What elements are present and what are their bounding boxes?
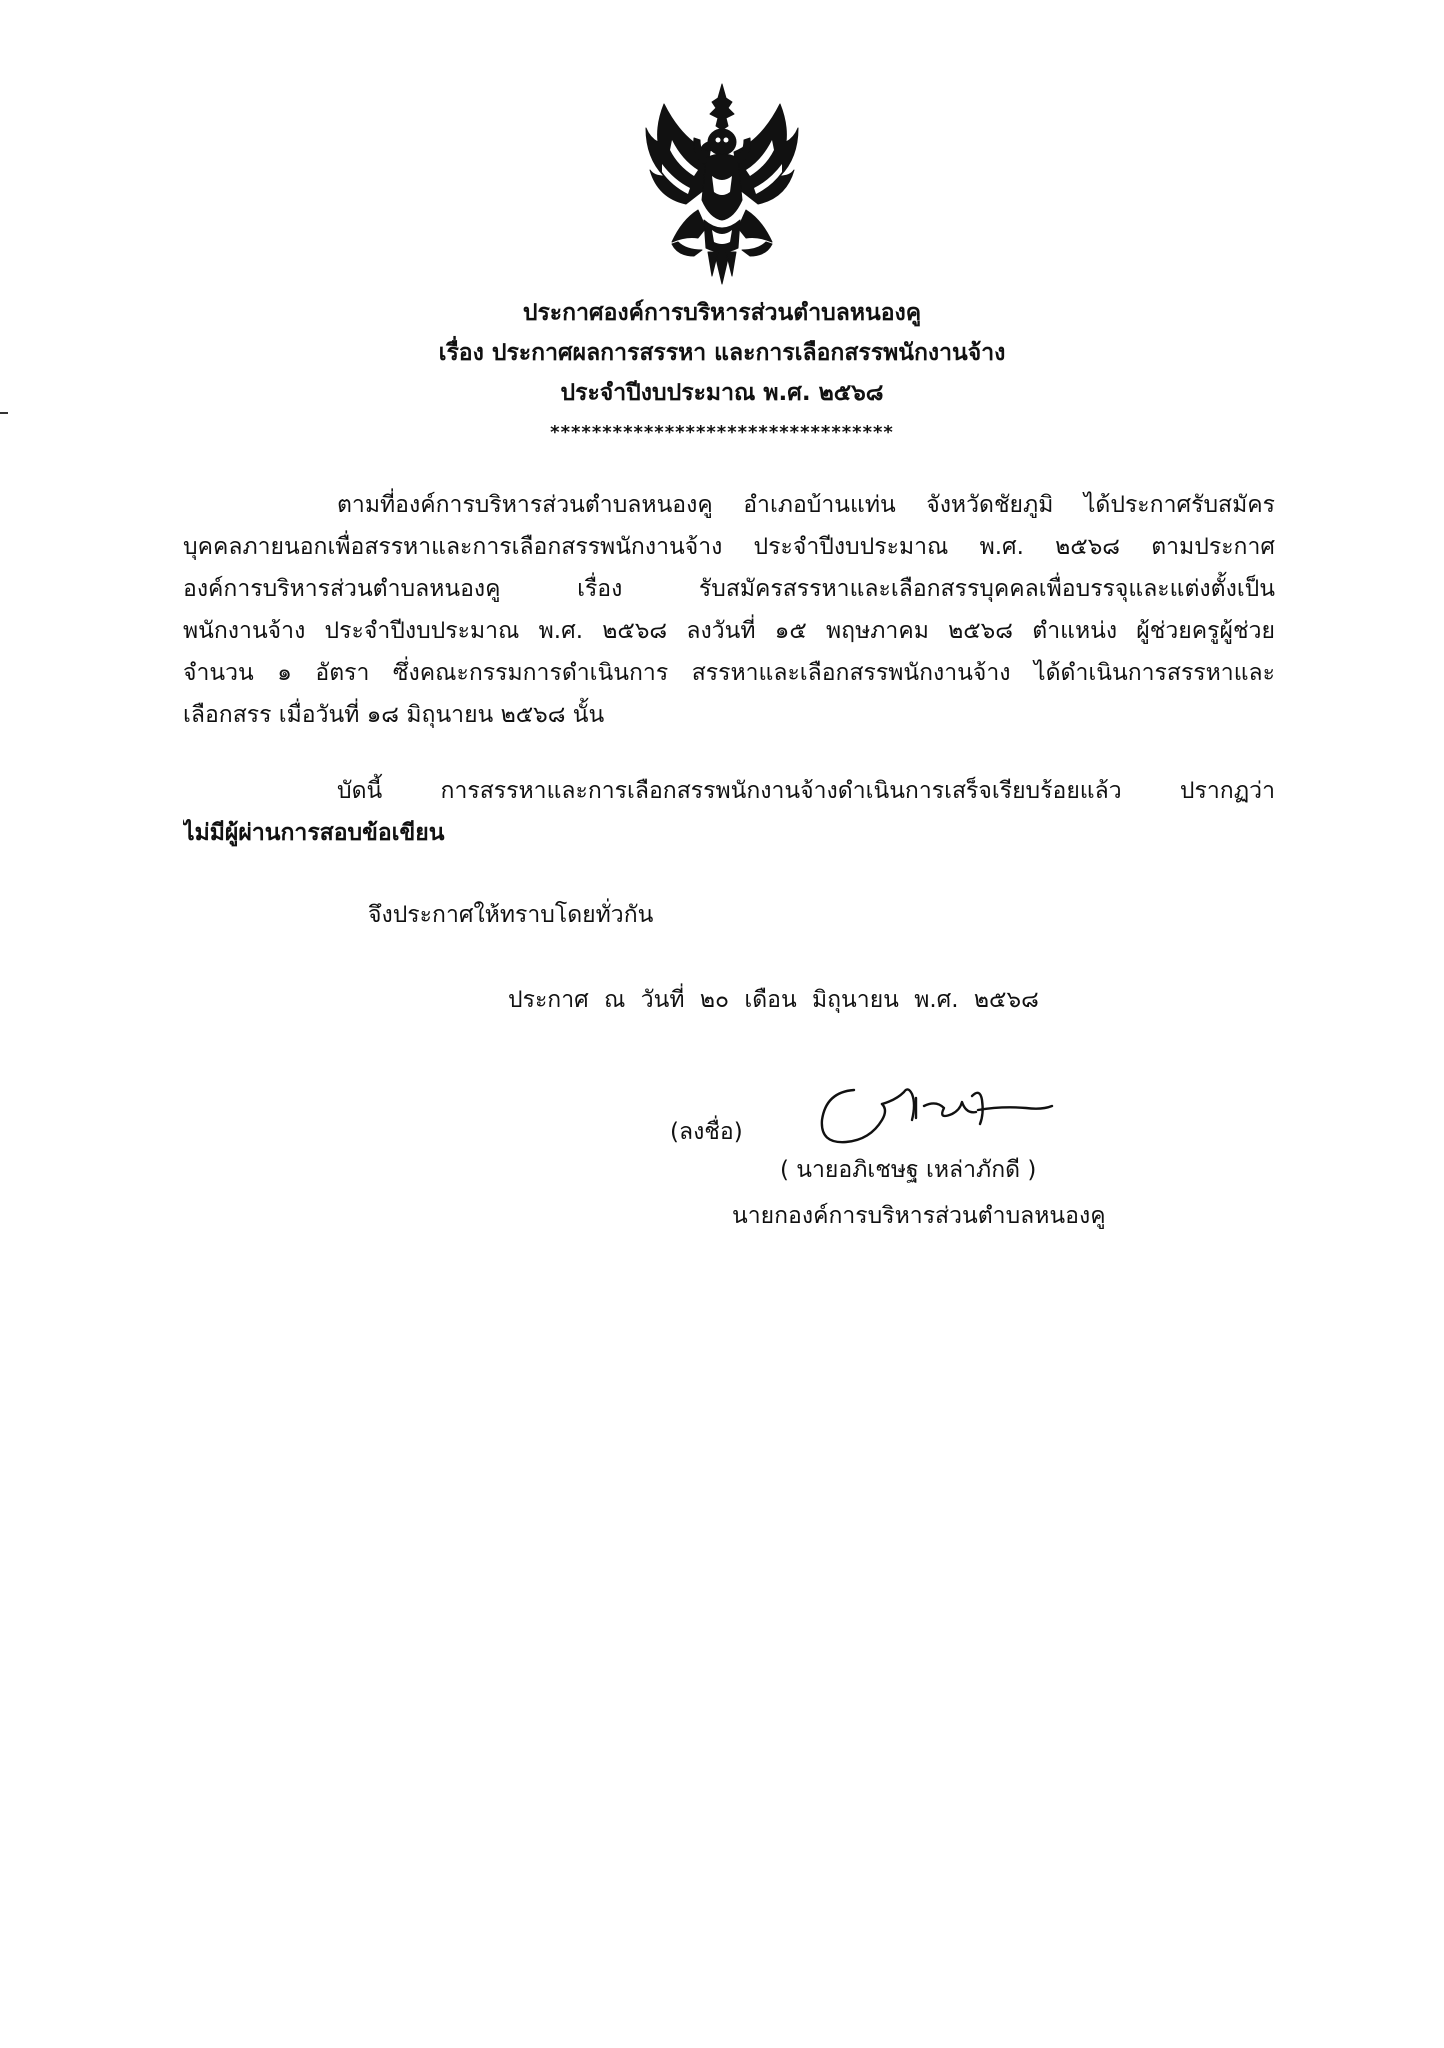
signature-prefix: (ลงชื่อ): [670, 1119, 743, 1145]
garuda-emblem-icon: [642, 80, 802, 285]
scan-edge-mark: [0, 412, 8, 414]
signer-name: ( นายอภิเชษฐ เหล่าภักดี ): [780, 1157, 1037, 1183]
announcement-title: ประกาศองค์การบริหารส่วนตำบลหนองคู: [522, 300, 922, 326]
paragraph-2: [183, 770, 1275, 854]
paragraph-1-line-2: บุคคลภายนอกเพื่อสรรหาและการเลือกสรรพนักงานจ้าง ประจำปีงบประมาณ พ.ศ. ๒๕๖๘ ตามประกาศ: [183, 534, 1275, 560]
paragraph-2-line-1: บัดนี้ การสรรหาและการเลือกสรรพนักงานจ้างดำเนินการเสร็จเรียบร้อยแล้ว ปรากฏว่า: [337, 778, 1275, 804]
paragraph-1-line-5: จำนวน ๑ อัตรา ซึ่งคณะกรรมการดำเนินการ สรรหาและเลือกสรรพนักงานจ้าง ได้ดำเนินการสรรหาและ: [183, 660, 1275, 686]
paragraph-1-line-3: องค์การบริหารส่วนตำบลหนองคู เรื่อง รับสมัครสรรหาและเลือกสรรบุคคลเพื่อบรรจุและแต่งตั้งเป็น: [183, 576, 1275, 602]
result-statement: ไม่มีผู้ผ่านการสอบข้อเขียน: [183, 820, 445, 846]
signer-title: นายกองค์การบริหารส่วนตำบลหนองคู: [732, 1203, 1106, 1229]
paragraph-1: [183, 484, 1275, 736]
closing-statement: จึงประกาศให้ทราบโดยทั่วกัน: [368, 902, 654, 928]
announcement-subject: เรื่อง ประกาศผลการสรรหา และการเลือกสรรพนักงานจ้าง: [438, 340, 1006, 366]
fiscal-year-line: ประจำปีงบประมาณ พ.ศ. ๒๕๖๘: [560, 380, 884, 406]
handwritten-signature-icon: [812, 1070, 1062, 1160]
paragraph-1-line-1: ตามที่องค์การบริหารส่วนตำบลหนองคู อำเภอบ้านแท่น จังหวัดชัยภูมิ ได้ประกาศรับสมัคร: [337, 492, 1275, 518]
announcement-date: ประกาศ ณ วันที่ ๒๐ เดือน มิถุนายน พ.ศ. ๒๕๖๘: [508, 987, 1039, 1013]
separator-line: *********************************: [550, 422, 894, 443]
paragraph-1-line-4: พนักงานจ้าง ประจำปีงบประมาณ พ.ศ. ๒๕๖๘ ลงวันที่ ๑๕ พฤษภาคม ๒๕๖๘ ตำแหน่ง ผู้ช่วยครูผู้ช่วย: [183, 618, 1275, 644]
paragraph-1-line-6: เลือกสรร เมื่อวันที่ ๑๘ มิถุนายน ๒๕๖๘ นั้น: [183, 702, 605, 728]
